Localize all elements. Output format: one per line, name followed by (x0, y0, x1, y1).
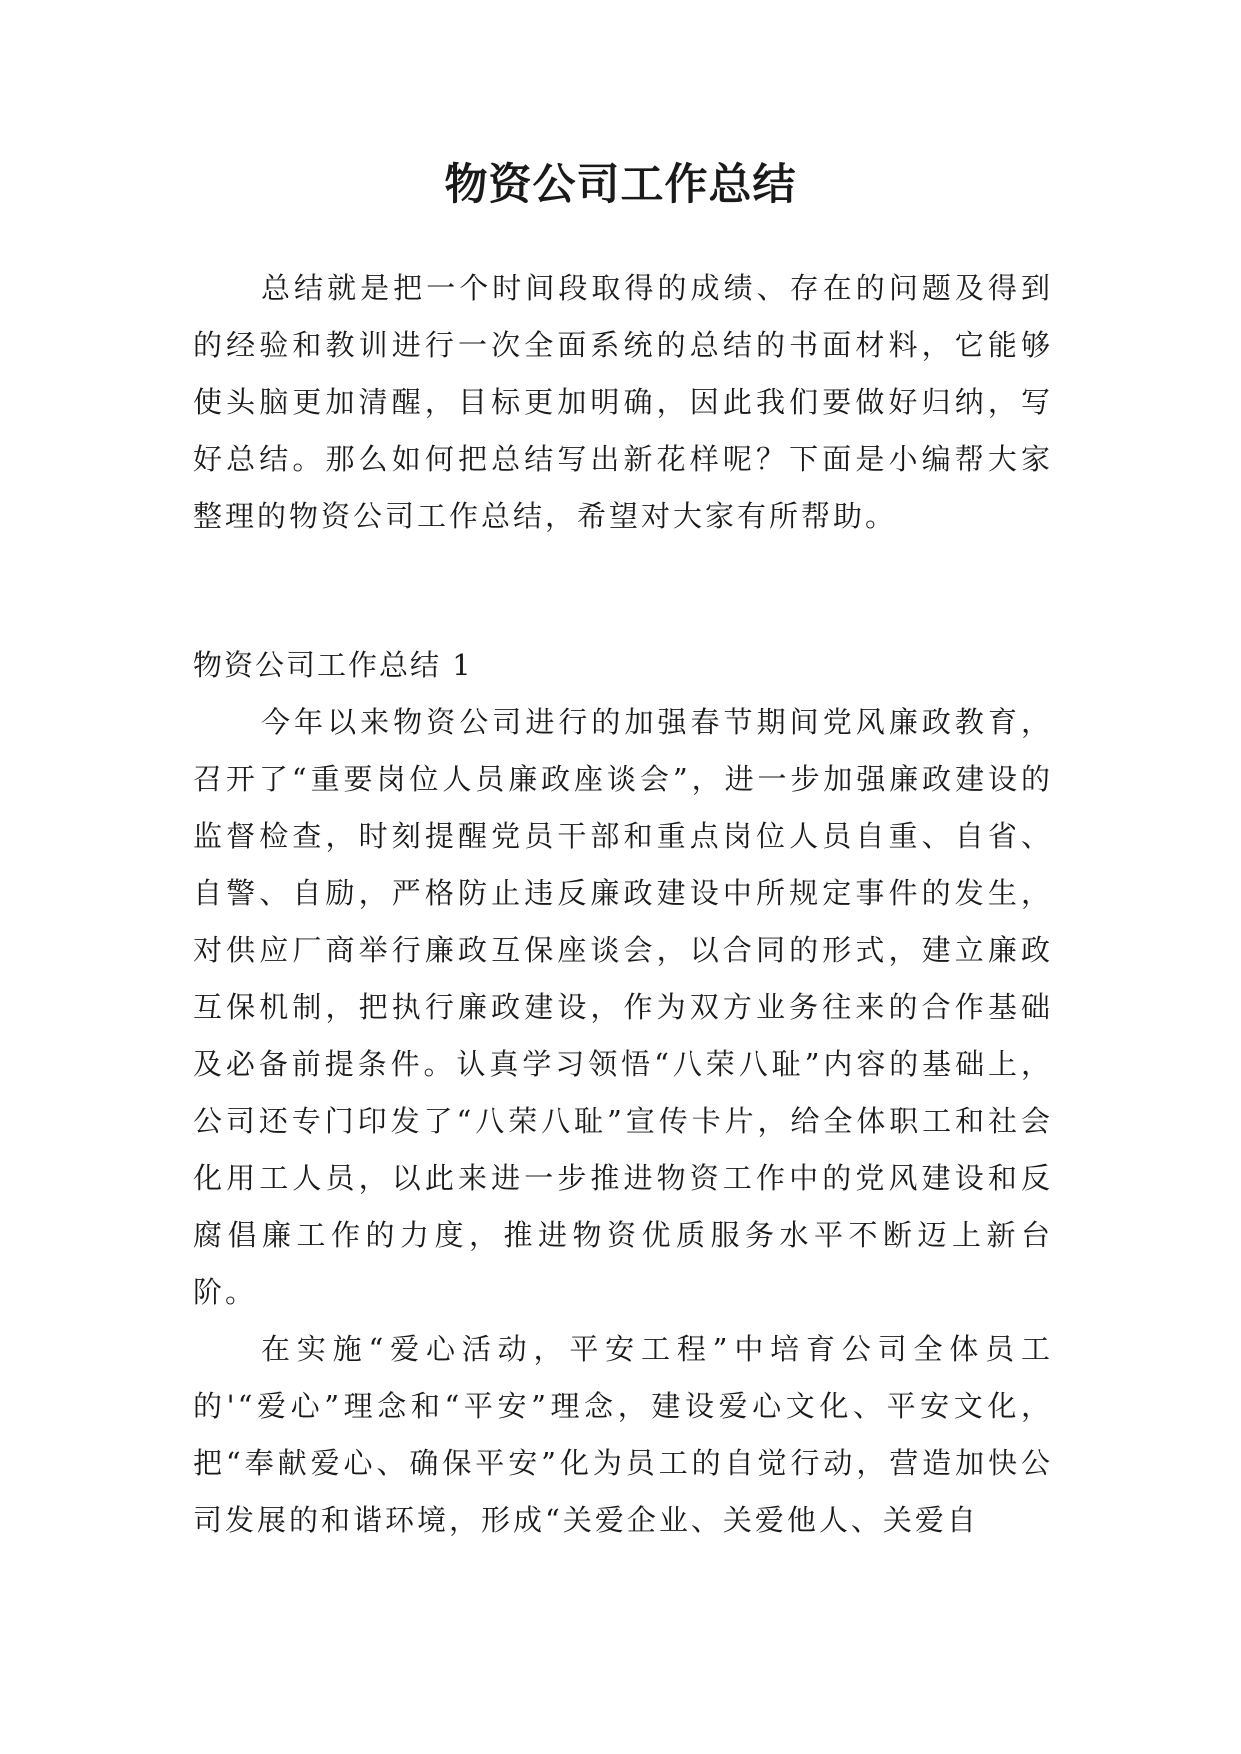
body-paragraph: 在实施“爱心活动，平安工程”中培育公司全体员工的'“爱心”理念和“平安”理念，建设爱心文化、平安文化，把“奉献爱心、确保平安”化为员工的自觉行动，营造加快公司发展的和谐环境，形成“关爱企业、关爱他人、关爱自 (193, 1332, 1053, 1537)
document-title: 物资公司工作总结 (444, 160, 797, 210)
section-heading: 物资公司工作总结 1 (193, 648, 473, 682)
body-paragraph: 今年以来物资公司进行的加强春节期间党风廉政教育，召开了“重要岗位人员廉政座谈会”，进一步加强廉政建设的监督检查，时刻提醒党员干部和重点岗位人员自重、自省、自警、自励，严格防止违反廉政建设中所规定事件的发生，对供应厂商举行廉政互保座谈会，以合同的形式，建立廉政互保机制，把执行廉政建设，作为双方业务往来的合作基础及必备前提条件。认真学习领悟“八荣八耻”内容的基础上，公司还专门印发了“八荣八耻”宣传卡片，给全体职工和社会化用工人员，以此来进一步推进物资工作中的党风建设和反腐倡廉工作的力度，推进物资优质服务水平不断迈上新台阶。 (193, 705, 1053, 1309)
intro-paragraph: 总结就是把一个时间段取得的成绩、存在的问题及得到的经验和教训进行一次全面系统的总结的书面材料，它能够使头脑更加清醒，目标更加明确，因此我们要做好归纳，写好总结。那么如何把总结写出新花样呢？下面是小编帮大家整理的物资公司工作总结，希望对大家有所帮助。 (193, 271, 1053, 533)
intro-section (193, 260, 1053, 545)
section-1-body (193, 694, 1053, 1549)
